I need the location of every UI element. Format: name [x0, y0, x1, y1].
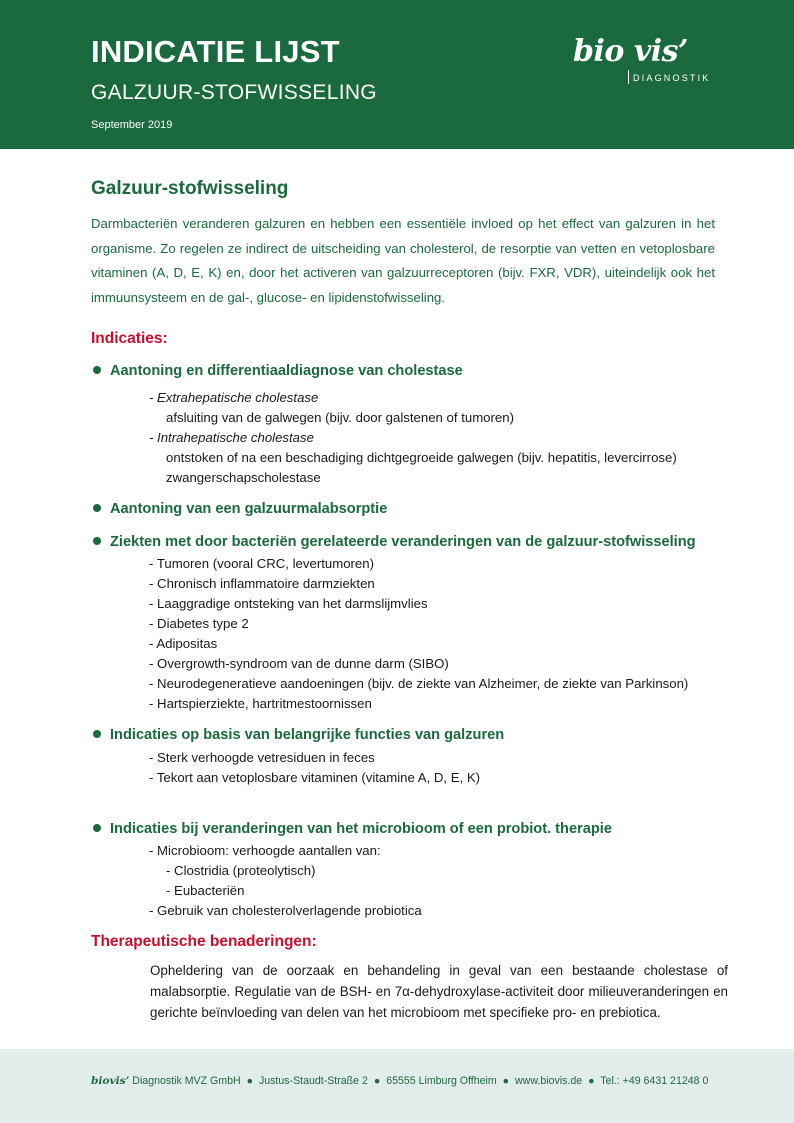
- footer-company: Diagnostik MVZ GmbH: [132, 1075, 241, 1087]
- list-item: - Overgrowth-syndroom van de dunne darm (SIBO): [149, 656, 449, 671]
- footer-separator: ●: [373, 1075, 381, 1087]
- list-item: - Extrahepatische cholestase: [149, 390, 319, 405]
- biovis-logo: [573, 34, 723, 90]
- list-item: - Adipositas: [149, 636, 218, 651]
- page-subtitle: GALZUUR-STOFWISSELING: [91, 81, 377, 104]
- footer-separator: ●: [502, 1075, 510, 1087]
- bullet-title: Aantoning van een galzuurmalabsorptie: [110, 501, 388, 517]
- intro-title: Galzuur-stofwisseling: [91, 178, 289, 199]
- list-item: - Sterk verhoogde vetresiduen in feces: [149, 750, 375, 765]
- list-item: ontstoken of na een beschadiging dichtgegroeide galwegen (bijv. hepatitis, levercirrose): [166, 450, 677, 465]
- bullet-dot-icon: [93, 824, 101, 832]
- bullet-title: Ziekten met door bacteriën gerelateerde veranderingen van de galzuur-stofwisseling: [110, 534, 696, 550]
- list-item: - Microbioom: verhoogde aantallen van:: [149, 843, 381, 858]
- bullet-title: Indicaties op basis van belangrijke functies van galzuren: [110, 727, 505, 743]
- footer-website-link[interactable]: www.biovis.de: [515, 1075, 583, 1087]
- list-item: - Eubacteriën: [166, 883, 245, 898]
- list-item: - Diabetes type 2: [149, 616, 249, 631]
- footer-address: Justus-Staudt-Straße 2: [258, 1075, 368, 1087]
- therapy-heading: Therapeutische benaderingen:: [91, 933, 317, 950]
- footer-city: 65555 Limburg Offheim: [386, 1075, 497, 1087]
- footer-separator: ●: [246, 1075, 253, 1087]
- logo-subtext: DIAGNOSTIK: [633, 73, 711, 83]
- bullet-title: Indicaties bij veranderingen van het microbioom of een probiot. therapie: [110, 821, 612, 837]
- therapy-paragraph: Opheldering van de oorzaak en behandeling in geval van een bestaande cholestase of malabsorptie. Regulatie van de BSH- en 7α-dehydroxylase-activiteit door milieuveranderingen en gerichte beïnvloeding van delen van het microbioom met specifieke pro- en prebiotica.: [150, 963, 728, 1020]
- publication-date: September 2019: [91, 119, 173, 131]
- header-banner: [0, 0, 794, 149]
- list-item: - Clostridia (proteolytisch): [166, 863, 316, 878]
- footer-phone: Tel.: +49 6431 21248 0: [600, 1075, 709, 1087]
- bullet-dot-icon: [93, 504, 101, 512]
- indications-heading: Indicaties:: [91, 330, 168, 347]
- footer-brand: biovis’: [91, 1075, 130, 1087]
- list-item: - Intrahepatische cholestase: [149, 430, 314, 445]
- intro-paragraph: Darmbacteriën veranderen galzuren en hebben een essentiële invloed op het effect van galzuren in het organisme. Zo regelen ze indirect de uitscheiding van cholesterol, de resorptie van vetten en vetoplosbare vitaminen (A, D, E, K) en, door het activeren van galzuurreceptoren (bijv. FXR, VDR), uiteindelijk ook het immuunsysteem en de gal-, glucose- en lipidenstofwisseling.: [91, 216, 715, 305]
- logo-divider: [628, 70, 629, 84]
- page-title: INDICATIE LIJST: [91, 34, 340, 69]
- logo-wordmark: bio vis’: [573, 34, 688, 69]
- list-item: - Tekort aan vetoplosbare vitaminen (vitamine A, D, E, K): [149, 770, 481, 785]
- list-item: - Gebruik van cholesterolverlagende probiotica: [149, 903, 422, 918]
- bullet-dot-icon: [93, 537, 101, 545]
- bullet-title: Aantoning en differentiaaldiagnose van cholestase: [110, 363, 463, 379]
- list-item: - Tumoren (vooral CRC, levertumoren): [149, 556, 374, 571]
- bullet-dot-icon: [93, 366, 101, 374]
- footer-contact: [91, 1075, 708, 1087]
- list-item: - Hartspierziekte, hartritmestoornissen: [149, 696, 372, 711]
- bullet-dot-icon: [93, 730, 101, 738]
- list-item: - Chronisch inflammatoire darmziekten: [149, 576, 375, 591]
- footer-separator: ●: [588, 1075, 595, 1087]
- list-item: zwangerschapscholestase: [166, 470, 321, 485]
- list-item: - Neurodegeneratieve aandoeningen (bijv. de ziekte van Alzheimer, de ziekte van Parkinson): [149, 676, 689, 691]
- list-item: - Laaggradige ontsteking van het darmslijmvlies: [149, 596, 428, 611]
- list-item: afsluiting van de galwegen (bijv. door galstenen of tumoren): [166, 410, 514, 425]
